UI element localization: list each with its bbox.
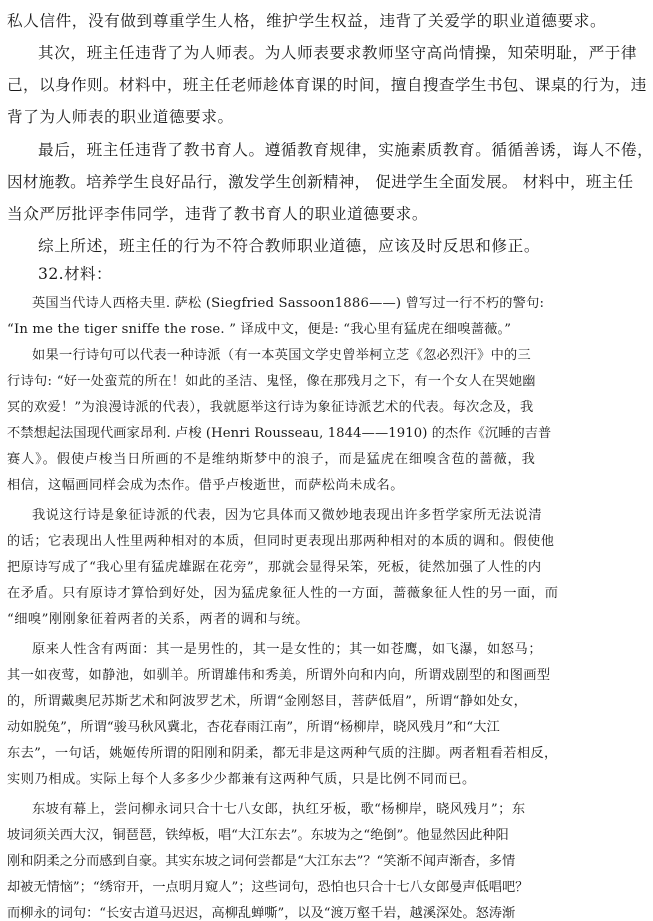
text-line: 在矛盾。只有原诗才算恰到好处，因为猛虎象征人性的一方面，蔷薇象征人性的另一面，而 [7,586,559,601]
text-line: 其次，班主任违背了为人师表。为人师表要求教师坚守高尚情操，知荣明耻，严于律 [38,44,638,62]
text-line: 却被无情恼”；“绣帘开，一点明月窥人”；这些词句，恐怕也只合十七八女郎曼声低唱吧？ [7,880,529,895]
text-line: 不禁想起法国现代画家昂利. 卢梭 (Henri Rousseau, 1844——1910) 的杰作《沉睡的吉普 [7,426,552,441]
text-line: 我说这行诗是象征诗派的代表，因为它具体而又微妙地表现出许多哲学家所无法说清 [32,508,543,523]
text-line: 把原诗写成了“我心里有猛虎雄踞在花旁”，那就会显得呆笨，死板，徒然加强了人性的内 [7,560,542,575]
text-line: 的话；它表现出人性里两种相对的本质，但同时更表现出那两种相对的本质的调和。假使他 [7,534,555,549]
text-line: 东坡有幕上，尝问柳永词只合十七八女郎，执红牙板，歌“杨柳岸，晓风残月”；东 [32,802,526,817]
text-line: 的，所谓戴奥尼苏斯艺术和阿波罗艺术，所谓“金刚怒目，菩萨低眉”，所谓“静如处女， [7,694,528,709]
text-line: 综上所述，班主任的行为不符合教师职业道德，应该及时反思和修正。 [38,237,541,255]
text-line: 东去”，一句话，姚姬传所谓的阳刚和阴柔，都无非是这两种气质的注脚。两者粗看若相反， [7,746,558,761]
text-line: 赛人》。假使卢梭当日所画的不是维纳斯梦中的浪子，而是猛虎在细嗅含苞的蔷薇，我 [7,452,536,467]
text-line: 私人信件，没有做到尊重学生人格，维护学生权益，违背了关爱学的职业道德要求。 [7,12,607,30]
section-label: 32.材料： [38,265,112,283]
text-line: “细嗅”刚刚象征着两者的关系，两者的调和与统。 [7,612,309,627]
text-line: 当众严厉批评李伟同学，违背了教书育人的职业道德要求。 [7,205,429,223]
text-line: 实则乃相成。实际上每个人多多少少都兼有这两种气质，只是比例不同而已。 [7,772,476,787]
text-line: 刚和阴柔之分而感到自豪。其实东坡之词何尝都是“大江东去”？“笑渐不闻声渐杳，多情 [7,854,516,869]
text-line: 相信，这幅画同样会成为杰作。借乎卢梭逝世，而萨松尚未成名。 [7,478,404,493]
text-line: 如果一行诗句可以代表一种诗派（有一本英国文学史曾举柯立芝《忽必烈汗》中的三 [32,348,532,363]
text-line: 己，以身作则。材料中，班主任老师趁体育课的时间，擅自搜查学生书包、课桌的行为，违 [7,76,647,94]
text-line: 英国当代诗人西格夫里. 萨松 (Siegfried Sassoon1886——) 曾写过一行不朽的警句: [32,296,545,311]
text-line: 冥的欢爱！”为浪漫诗派的代表），我就愿举这行诗为象征诗派艺术的代表。每次念及，我 [7,400,534,415]
text-line: “In me the tiger sniffe the rose. ” 译成中文，便是: “我心里有猛虎在细嗅蔷薇。” [7,322,512,337]
text-line: 而柳永的词句：“长安古道马迟迟，高柳乱蝉嘶”，以及“渡万壑千岩，越溪深处。怒涛渐 [7,906,516,921]
text-line: 动如脱兔”，所谓“骏马秋风冀北，杏花春雨江南”，所谓“杨柳岸，晓风残月”和“大江 [7,720,500,735]
text-line: 因材施教。培养学生良好品行，激发学生创新精神， 促进学生全面发展。 材料中，班主任 [7,173,634,191]
text-line: 行诗句: “好一处蛮荒的所在！如此的圣洁、鬼怪，像在那残月之下，有一个女人在哭她幽 [7,374,536,389]
text-line: 最后，班主任违背了教书育人。遵循教育规律，实施素质教育。循循善诱，诲人不倦， [38,141,653,159]
text-line: 坡词须关西大汉，铜琶琶，铁绰板，唱“大江东去”。东坡为之“绝倒”。他显然因此种阳 [7,828,509,843]
text-line: 背了为人师表的职业道德要求。 [7,108,234,126]
text-line: 原来人性含有两面：其一是男性的，其一是女性的；其一如苍鹰，如飞瀑，如怒马； [32,642,543,657]
text-line: 其一如夜莺，如静池，如驯羊。所谓雄伟和秀美，所谓外向和内向，所谓戏剧型的和图画型 [7,668,551,683]
